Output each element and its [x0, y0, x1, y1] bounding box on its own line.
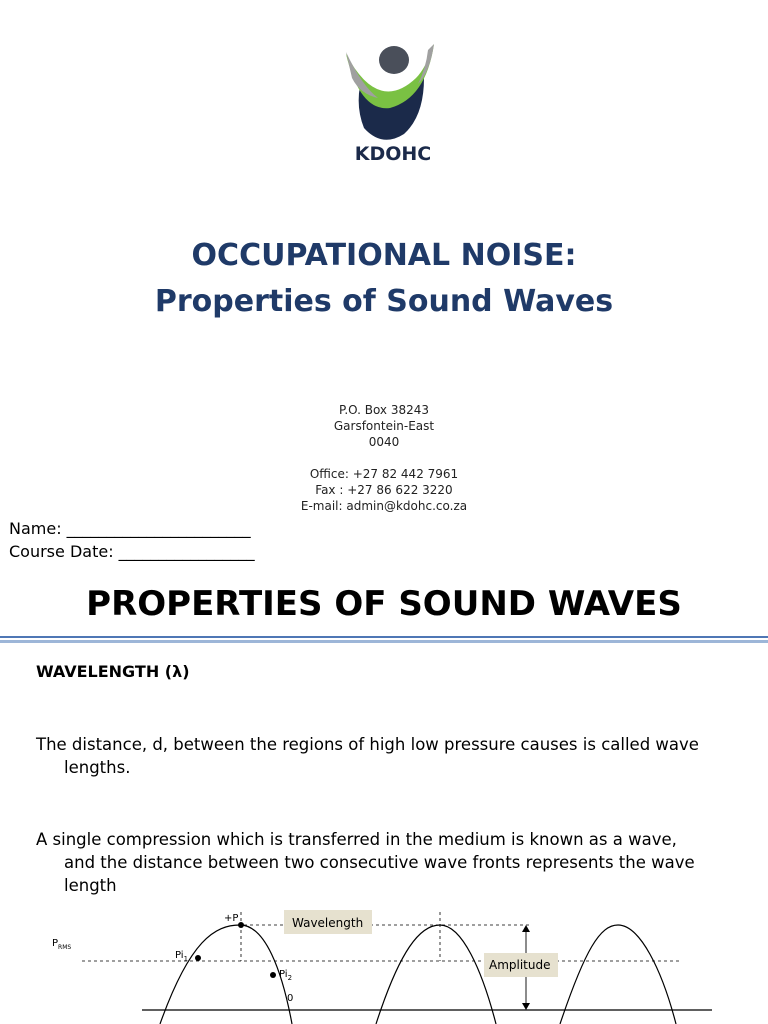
name-field: Name: _______________________ [9, 519, 251, 538]
paragraph-compression [36, 828, 736, 897]
contact-email: E-mail: admin@kdohc.co.za [300, 499, 468, 513]
contact-block [0, 402, 768, 514]
contact-suburb: Garsfontein-East [333, 419, 435, 433]
contact-spacer [0, 450, 768, 466]
amplitude-label: Amplitude [489, 958, 551, 972]
contact-fax: Fax : +27 86 622 3220 [315, 483, 453, 497]
logo-head-icon [379, 46, 409, 74]
cover-title-line2: Properties of Sound Waves [154, 284, 614, 319]
contact-postal-code: 0040 [368, 435, 400, 449]
contact-office: Office: +27 82 442 7961 [309, 467, 459, 481]
amplitude-arrow-head-top [522, 925, 530, 932]
course-date-field: Course Date: _________________ [9, 542, 255, 561]
wave-diagram [0, 900, 768, 1024]
point-plus-p [238, 922, 244, 928]
wavelength-heading: WAVELENGTH (λ) [36, 662, 190, 681]
wave-crest-3 [560, 925, 676, 1024]
paragraph-compression-line3: length [64, 876, 117, 895]
label-pi1: $Pi_1$ [175, 950, 189, 963]
paragraph-distance-line2: lengths. [64, 758, 131, 777]
slide-title: PROPERTIES OF SOUND WAVES [86, 584, 682, 624]
paragraph-distance [36, 733, 736, 779]
paragraph-compression-line2: and the distance between two consecutive wave fronts represents the wave [64, 853, 695, 872]
paragraph-distance-line1: The distance, d, between the regions of high low pressure causes is called wave [36, 735, 699, 754]
label-prms: $P_{RMS}$ [52, 938, 72, 951]
contact-po-box: P.O. Box 38243 [338, 403, 430, 417]
point-pi2 [270, 972, 276, 978]
paragraph-compression-line1: A single compression which is transferred in the medium is known as a wave, [36, 830, 677, 849]
label-plus-p: +P [224, 913, 239, 924]
wavelength-label: Wavelength [292, 916, 364, 930]
logo-text: KDOHC [354, 143, 432, 165]
kdohc-logo [338, 38, 448, 168]
title-divider-light [0, 640, 768, 643]
label-pi2: $Pi_2$ [279, 969, 293, 982]
cover-title-line1: OCCUPATIONAL NOISE: [191, 238, 577, 273]
label-zero: 0 [287, 993, 294, 1004]
title-divider [0, 636, 768, 638]
amplitude-arrow-head-bottom [522, 1003, 530, 1010]
wave-crest-2 [376, 925, 496, 1024]
point-pi1 [195, 955, 201, 961]
